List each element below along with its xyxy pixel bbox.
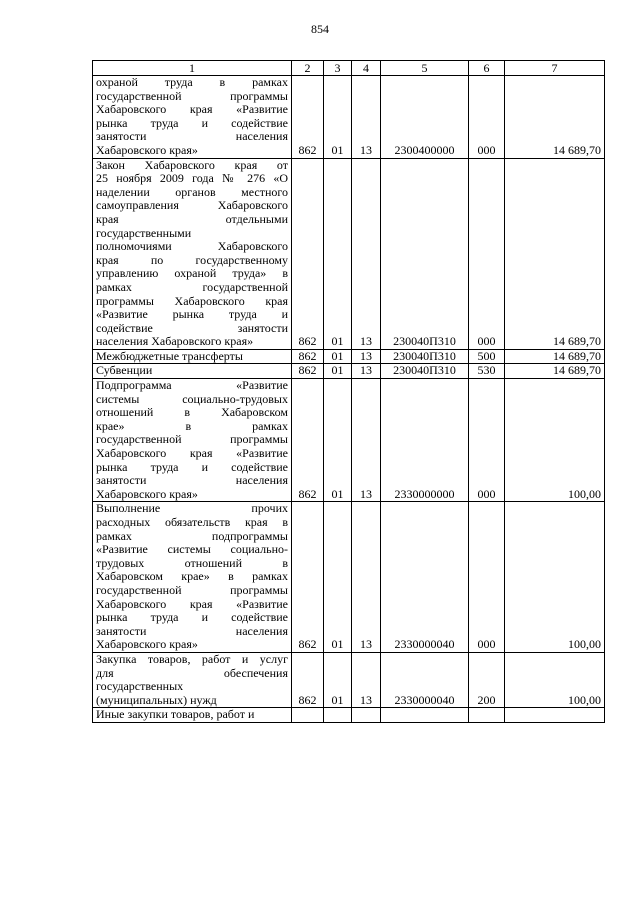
section-code-cell: 01 [324,364,352,379]
row-name-line: наделении органов местного [96,184,288,199]
expense-type-cell: 500 [469,349,505,364]
row-name-line: программы Хабаровского края [96,293,288,308]
target-article-cell: 230040П310 [381,364,469,379]
expense-type-cell: 200 [469,652,505,707]
table-row [93,502,605,653]
amount-cell: 14 689,70 [505,76,605,159]
section-code-cell: 01 [324,652,352,707]
target-article-cell: 2330000000 [381,379,469,502]
target-article-cell: 230040П310 [381,349,469,364]
row-name-line: Хабаровского края» [96,637,198,652]
subsection-code-cell: 13 [352,76,381,159]
header-col-2: 2 [292,61,324,76]
table-row [93,364,605,379]
amount-cell: 14 689,70 [505,349,605,364]
subsection-code-cell: 13 [352,502,381,653]
row-name-line: Хабаровского края «Развитие [96,596,288,611]
ministry-code-cell [292,708,324,723]
row-name-line: населения Хабаровского края» [96,334,254,349]
header-col-1: 1 [93,61,292,76]
row-name-line: рамках государственной [96,279,288,294]
expense-type-cell: 000 [469,158,505,349]
expense-type-cell: 530 [469,364,505,379]
section-code-cell: 01 [324,349,352,364]
table-row [93,76,605,159]
expense-type-cell: 000 [469,502,505,653]
row-name-line: самоуправления Хабаровского [96,198,288,213]
expense-type-cell: 000 [469,379,505,502]
row-name-line: государственными [96,225,192,240]
expense-type-cell [469,708,505,723]
row-name-line: расходных обязательств края в [96,515,288,529]
amount-cell [505,708,605,723]
header-col-3: 3 [324,61,352,76]
row-name-line: «Развитие рынка труда и [96,307,288,322]
header-col-6: 6 [469,61,505,76]
table-row [93,158,605,349]
target-article-cell [381,708,469,723]
row-name-line: Субвенции [96,363,153,378]
header-col-5: 5 [381,61,469,76]
row-name-line: государственных [96,679,184,694]
section-code-cell: 01 [324,158,352,349]
row-name-line: Хабаровского края» [96,142,198,157]
row-name-line: занятости населения [96,473,288,488]
row-name-cell [93,708,292,723]
row-name-line: (муниципальных) нужд [96,692,217,707]
ministry-code-cell: 862 [292,652,324,707]
row-name-line: Подпрограмма «Развитие [96,378,288,393]
row-name-cell [93,349,292,364]
row-name-line: Межбюджетные трансферты [96,349,243,363]
section-code-cell: 01 [324,76,352,159]
row-name-line: края по государственному [96,252,288,267]
row-name-line: трудовых отношений в [96,555,288,570]
row-name-line: края отдельными [96,211,288,226]
page-number: 854 [311,22,329,36]
row-name-line: Хабаровского края «Развитие [96,102,288,117]
row-name-line: системы социально-трудовых [96,391,288,406]
section-code-cell [324,708,352,723]
row-name-line: Выполнение прочих [96,501,288,516]
target-article-cell: 2330000040 [381,652,469,707]
budget-table [92,60,605,723]
row-name-line: Хабаровского края «Развитие [96,446,288,461]
row-name-line: охраной труда в рамках [96,75,288,89]
ministry-code-cell: 862 [292,502,324,653]
subsection-code-cell: 13 [352,349,381,364]
ministry-code-cell: 862 [292,379,324,502]
amount-cell: 100,00 [505,379,605,502]
row-name-line: рынка труда и содействие [96,459,288,474]
row-name-line: 25 ноября 2009 года № 276 «О [96,171,288,186]
row-name-cell [93,652,292,707]
row-name-line: отношений в Хабаровском [96,405,288,420]
row-name-line: «Развитие системы социально- [96,542,288,557]
subsection-code-cell: 13 [352,652,381,707]
row-name-line: для обеспечения [96,665,288,680]
row-name-line: занятости населения [96,623,288,638]
table-row [93,708,605,723]
row-name-line: рамках подпрограммы [96,528,288,543]
expense-type-cell: 000 [469,76,505,159]
ministry-code-cell: 862 [292,364,324,379]
subsection-code-cell: 13 [352,379,381,502]
amount-cell: 14 689,70 [505,158,605,349]
amount-cell: 100,00 [505,652,605,707]
row-name-line: занятости населения [96,129,288,144]
row-name-cell [93,76,292,159]
target-article-cell: 2330000040 [381,502,469,653]
header-col-4: 4 [352,61,381,76]
row-name-line: государственной программы [96,582,288,597]
target-article-cell: 230040П310 [381,158,469,349]
table-row [93,349,605,364]
subsection-code-cell [352,708,381,723]
table-body [93,76,605,723]
row-name-line: рынка труда и содействие [96,115,288,130]
header-row [93,61,605,76]
subsection-code-cell: 13 [352,158,381,349]
row-name-cell [93,158,292,349]
row-name-cell [93,379,292,502]
row-name-line: управлению охраной труда» в [96,266,288,281]
row-name-cell [93,502,292,653]
header-col-7: 7 [505,61,605,76]
target-article-cell: 2300400000 [381,76,469,159]
row-name-line: Хабаровском крае» в рамках [96,569,288,584]
row-name-cell [93,364,292,379]
ministry-code-cell: 862 [292,76,324,159]
subsection-code-cell: 13 [352,364,381,379]
ministry-code-cell: 862 [292,158,324,349]
row-name-line: государственной программы [96,88,288,103]
row-name-line: полномочиями Хабаровского [96,239,288,254]
table-row [93,379,605,502]
row-name-line: рынка труда и содействие [96,610,288,625]
amount-cell: 100,00 [505,502,605,653]
section-code-cell: 01 [324,502,352,653]
ministry-code-cell: 862 [292,349,324,364]
row-name-line: Закон Хабаровского края от [96,158,288,172]
table-row [93,652,605,707]
row-name-line: Хабаровского края» [96,486,198,501]
row-name-line: государственной программы [96,432,288,447]
section-code-cell: 01 [324,379,352,502]
row-name-line: Иные закупки товаров, работ и [96,707,255,722]
row-name-line: крае» в рамках [96,418,288,433]
amount-cell: 14 689,70 [505,364,605,379]
row-name-line: Закупка товаров, работ и услуг [96,652,288,666]
row-name-line: содействие занятости [96,320,288,335]
